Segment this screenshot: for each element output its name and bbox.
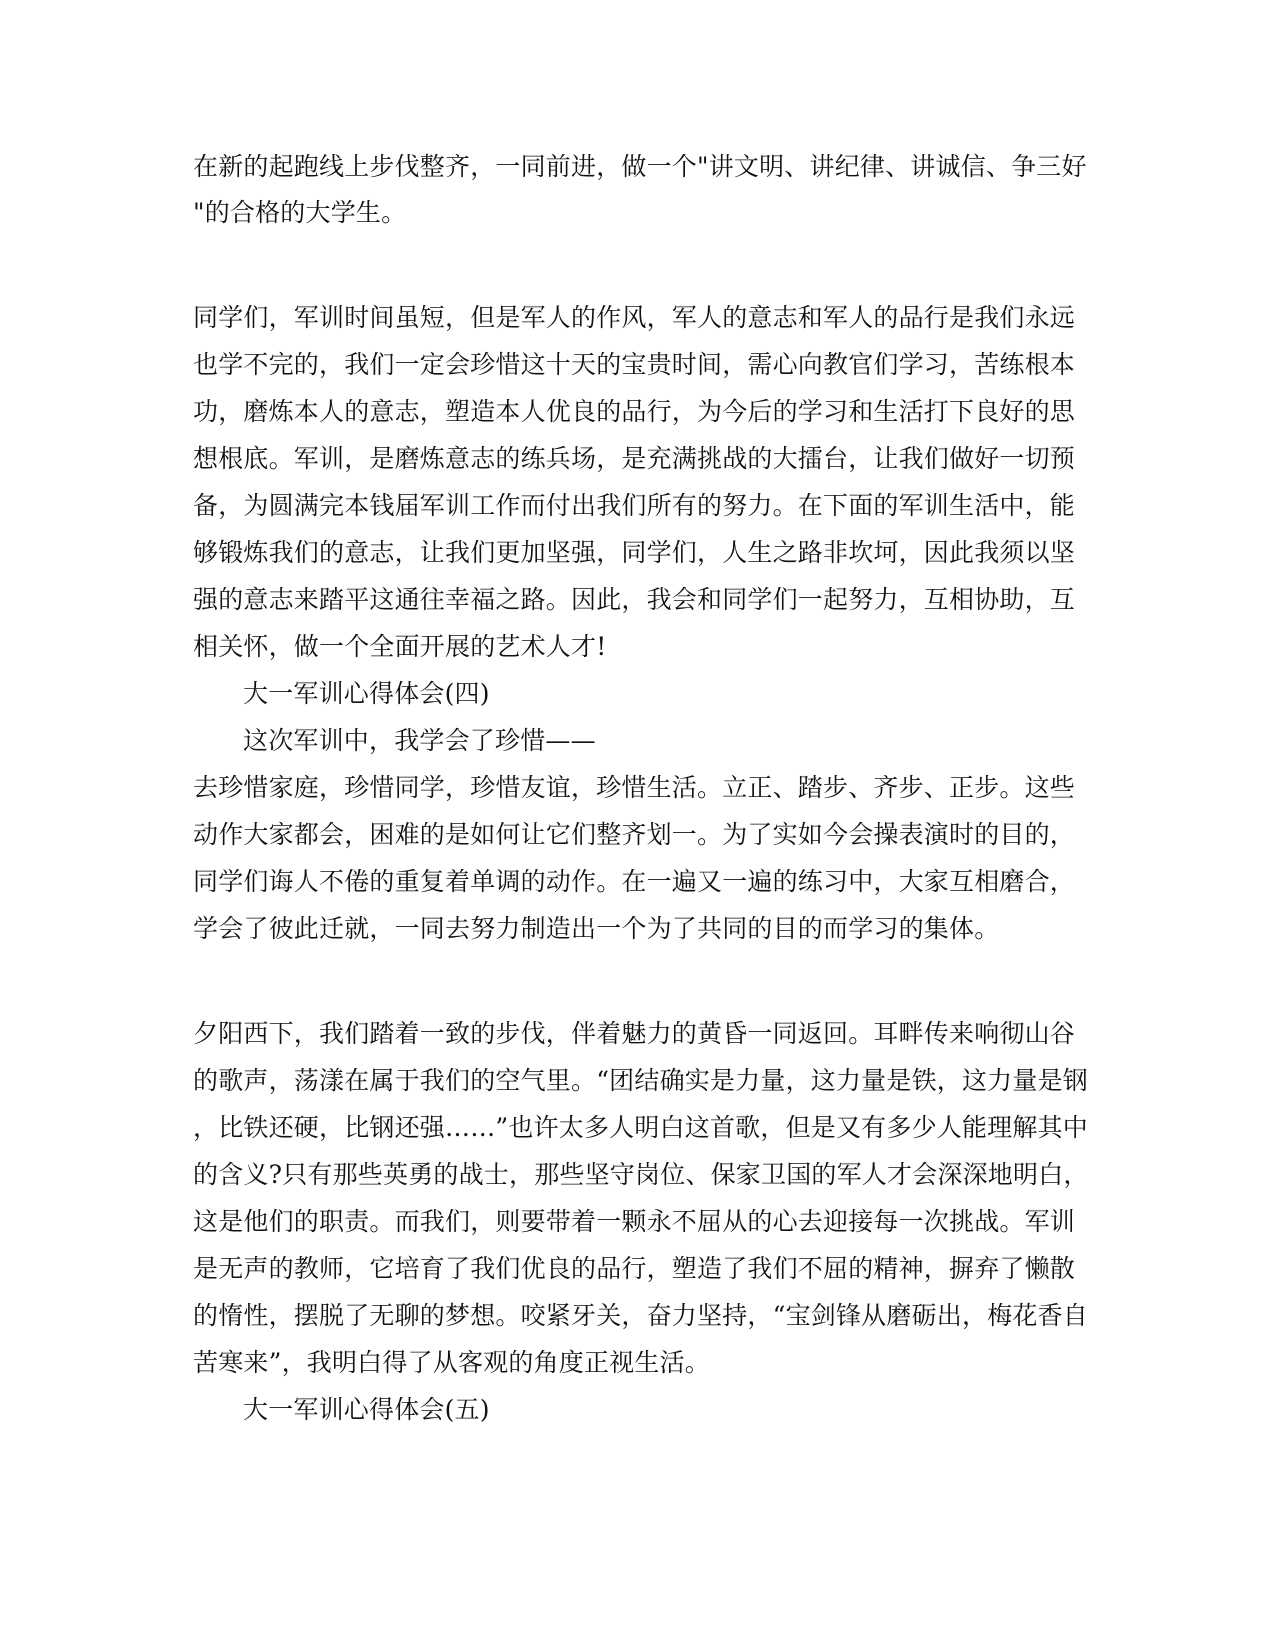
text-line: 备，为圆满完本钱届军训工作而付出我们所有的努力。在下面的军训生活中，能 xyxy=(193,491,1076,520)
text-line: 也学不完的，我们一定会珍惜这十天的宝贵时间，需心向教官们学习，苦练根本 xyxy=(193,350,1076,379)
text-line: 的含义?只有那些英勇的战士，那些坚守岗位、保家卫国的军人才会深深地明白， xyxy=(193,1160,1089,1189)
text-line: ，比铁还硬，比钢还强……”也许太多人明白这首歌，但是又有多少人能理解其中 xyxy=(193,1113,1088,1142)
text-line: 去珍惜家庭，珍惜同学，珍惜友谊，珍惜生活。立正、踏步、齐步、正步。这些 xyxy=(193,773,1076,802)
text-line: 这是他们的职责。而我们，则要带着一颗永不屈从的心去迎接每一次挑战。军训 xyxy=(193,1207,1076,1236)
text-line: 够锻炼我们的意志，让我们更加坚强，同学们，人生之路非坎坷，因此我须以坚 xyxy=(193,538,1076,567)
section-heading: 大一军训心得体会(五) xyxy=(243,1395,490,1424)
text-line: 同学们，军训时间虽短，但是军人的作风，军人的意志和军人的品行是我们永远 xyxy=(193,303,1076,332)
text-line: 夕阳西下，我们踏着一致的步伐，伴着魅力的黄昏一同返回。耳畔传来响彻山谷 xyxy=(193,1019,1076,1048)
text-line: 学会了彼此迁就，一同去努力制造出一个为了共同的目的而学习的集体。 xyxy=(193,914,1000,943)
text-line: 在新的起跑线上步伐整齐，一同前进，做一个"讲文明、讲纪律、讲诚信、争三好 xyxy=(193,152,1087,181)
text-line: 的歌声，荡漾在属于我们的空气里。“团结确实是力量，这力量是铁，这力量是钢 xyxy=(193,1066,1088,1095)
section-heading: 大一军训心得体会(四) xyxy=(243,679,490,708)
text-line: 想根底。军训，是磨炼意志的练兵场，是充满挑战的大擂台，让我们做好一切预 xyxy=(193,444,1076,473)
text-line: 这次军训中，我学会了珍惜—— xyxy=(243,726,596,755)
text-line: 是无声的教师，它培育了我们优良的品行，塑造了我们不屈的精神，摒弃了懒散 xyxy=(193,1254,1076,1283)
text-line: 的惰性，摆脱了无聊的梦想。咬紧牙关，奋力坚持，“宝剑锋从磨砺出，梅花香自 xyxy=(193,1301,1088,1330)
text-line: "的合格的大学生。 xyxy=(193,198,407,227)
text-line: 相关怀，做一个全面开展的艺术人才! xyxy=(193,632,607,661)
text-line: 同学们诲人不倦的重复着单调的动作。在一遍又一遍的练习中，大家互相磨合， xyxy=(193,867,1076,896)
text-line: 功，磨炼本人的意志，塑造本人优良的品行，为今后的学习和生活打下良好的思 xyxy=(193,397,1076,426)
text-line: 强的意志来踏平这通往幸福之路。因此，我会和同学们一起努力，互相协助，互 xyxy=(193,585,1076,614)
text-line: 苦寒来”，我明白得了从客观的角度正视生活。 xyxy=(193,1348,710,1377)
text-line: 动作大家都会，困难的是如何让它们整齐划一。为了实如今会操表演时的目的， xyxy=(193,820,1076,849)
